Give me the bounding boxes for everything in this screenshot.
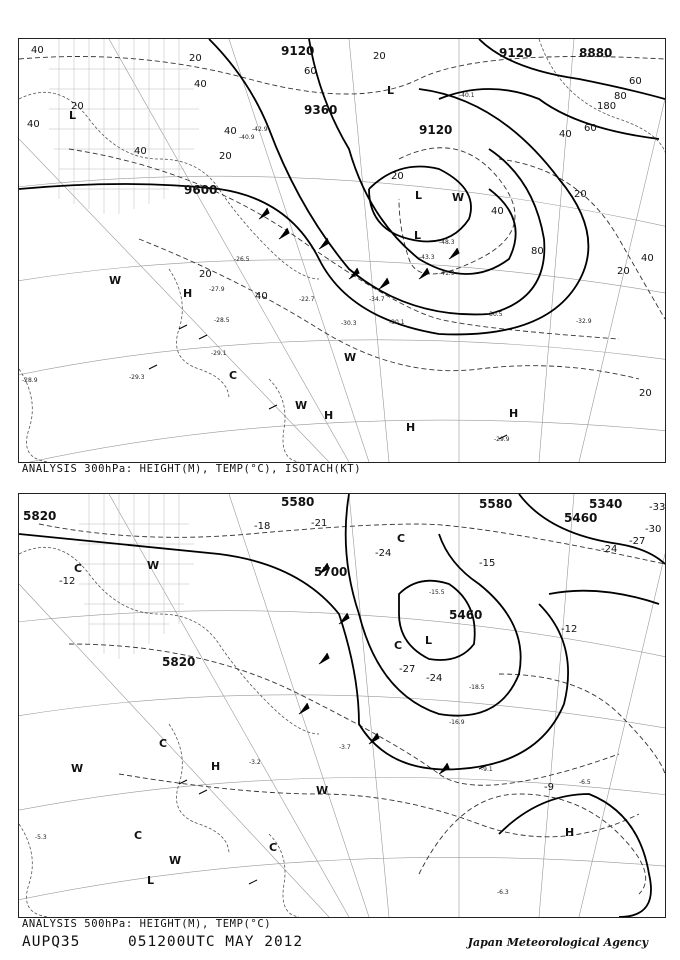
low-center: L bbox=[425, 634, 433, 647]
temperature-label: -18.5 bbox=[469, 684, 485, 691]
temperature-label: -30.5 bbox=[487, 311, 503, 318]
low-center: L bbox=[414, 229, 422, 242]
temperature-label: -27 bbox=[629, 536, 646, 547]
temperature-label: -32.9 bbox=[576, 318, 592, 325]
isotach-label: 40 bbox=[31, 45, 44, 56]
height-contours bbox=[19, 39, 665, 334]
wind-barbs bbox=[179, 563, 487, 884]
caption-500hpa: ANALYSIS 500hPa: HEIGHT(M), TEMP(°C) bbox=[22, 918, 272, 930]
isotach-label: 20 bbox=[373, 51, 386, 62]
cold-center: C bbox=[229, 369, 238, 382]
isotach-label: 80 bbox=[614, 91, 627, 102]
temperature-label: -6.3 bbox=[497, 889, 509, 896]
height-label: 9600 bbox=[184, 183, 218, 197]
temperature-label: -29.9 bbox=[494, 436, 510, 443]
temperature-label: -41.9 bbox=[439, 270, 455, 277]
temperature-label: -6.5 bbox=[579, 779, 591, 786]
temperature-label: -24 bbox=[375, 548, 392, 559]
cold-center: C bbox=[159, 737, 168, 750]
temperature-label: -16.9 bbox=[449, 719, 465, 726]
height-contours bbox=[19, 494, 665, 917]
coastline bbox=[19, 39, 665, 462]
isotach-label: 60 bbox=[584, 123, 597, 134]
low-center: L bbox=[415, 189, 423, 202]
temperature-label: -34.7 bbox=[369, 296, 385, 303]
temperature-label: -28.5 bbox=[214, 317, 230, 324]
temperature-label: -33 bbox=[649, 502, 665, 513]
map-300hpa bbox=[19, 39, 665, 462]
temperature-label: -12 bbox=[59, 576, 76, 587]
temperature-label: -9.1 bbox=[481, 766, 493, 773]
latlon-grid bbox=[19, 39, 665, 462]
temperature-label: -42.9 bbox=[252, 126, 268, 133]
temperature-label: -24 bbox=[601, 544, 618, 555]
low-center: L bbox=[69, 109, 77, 122]
height-label: 9360 bbox=[304, 103, 338, 117]
isotach-label: 40 bbox=[641, 253, 654, 264]
cold-center: C bbox=[397, 532, 406, 545]
temperature-label: -30.1 bbox=[389, 319, 405, 326]
product-id: AUPQ35 bbox=[22, 934, 81, 950]
high-center: H bbox=[211, 760, 221, 773]
temperature-label: -5.3 bbox=[35, 834, 47, 841]
isotach-lines bbox=[19, 57, 665, 380]
agency-name: Japan Meteorological Agency bbox=[467, 936, 648, 949]
temperature-label: -27 bbox=[399, 664, 416, 675]
temperature-label: -26.5 bbox=[234, 256, 250, 263]
isotach-label: 40 bbox=[559, 129, 572, 140]
height-label: 5460 bbox=[449, 608, 483, 622]
high-center: H bbox=[509, 407, 519, 420]
height-label: 9120 bbox=[281, 44, 315, 58]
temperature-label: -22.7 bbox=[299, 296, 315, 303]
isotach-label: 20 bbox=[219, 151, 232, 162]
warm-center: W bbox=[452, 191, 465, 204]
high-center: H bbox=[565, 826, 575, 839]
temperature-label: -40.9 bbox=[239, 134, 255, 141]
isotach-label: 20 bbox=[617, 266, 630, 277]
isotach-label: 40 bbox=[491, 206, 504, 217]
high-center: H bbox=[406, 421, 416, 434]
valid-time: 051200UTC MAY 2012 bbox=[128, 934, 304, 950]
isotach-label: 20 bbox=[71, 101, 84, 112]
warm-center: W bbox=[71, 762, 84, 775]
warm-center: W bbox=[344, 351, 357, 364]
chart-300hpa bbox=[18, 38, 666, 463]
temperature-label: -40.1 bbox=[459, 92, 475, 99]
latlon-grid bbox=[19, 494, 665, 917]
cold-center: C bbox=[134, 829, 143, 842]
isotach-label: 40 bbox=[224, 126, 237, 137]
temperature-label: -3.2 bbox=[249, 759, 261, 766]
map-500hpa bbox=[19, 494, 665, 917]
low-center: L bbox=[147, 874, 155, 887]
isotach-label: 80 bbox=[531, 246, 544, 257]
height-label: 9120 bbox=[419, 123, 453, 137]
temperature-label: -29.3 bbox=[129, 374, 145, 381]
temperature-label: -27.9 bbox=[209, 286, 225, 293]
temperature-label: -29.1 bbox=[211, 350, 227, 357]
temperature-label: -30 bbox=[645, 524, 662, 535]
cold-center: C bbox=[74, 562, 83, 575]
temperature-label: -15 bbox=[479, 558, 496, 569]
chart-500hpa bbox=[18, 493, 666, 918]
height-label: 5700 bbox=[314, 565, 348, 579]
isotach-label: 40 bbox=[255, 291, 268, 302]
isotach-label: 20 bbox=[199, 269, 212, 280]
isotach-label: 180 bbox=[597, 101, 617, 112]
isotach-label: 20 bbox=[391, 171, 404, 182]
cold-center: C bbox=[269, 841, 278, 854]
low-center: L bbox=[387, 84, 395, 97]
isotach-label: 60 bbox=[629, 76, 642, 87]
temperature-label: -24 bbox=[426, 673, 443, 684]
caption-300hpa: ANALYSIS 300hPa: HEIGHT(M), TEMP(°C), ISOTACH(KT) bbox=[22, 463, 362, 475]
warm-center: W bbox=[109, 274, 122, 287]
temperature-label: -12 bbox=[561, 624, 578, 635]
temperature-label: -28.9 bbox=[22, 377, 38, 384]
height-label: 9120 bbox=[499, 46, 533, 60]
isotach-label: 40 bbox=[27, 119, 40, 130]
warm-center: W bbox=[147, 559, 160, 572]
isotach-label: 20 bbox=[574, 189, 587, 200]
temperature-label: -3.7 bbox=[339, 744, 351, 751]
temperature-label: -18 bbox=[254, 521, 271, 532]
high-center: H bbox=[324, 409, 334, 422]
temperature-label: -21 bbox=[311, 518, 328, 529]
height-label: 5460 bbox=[564, 511, 598, 525]
isotach-label: 40 bbox=[194, 79, 207, 90]
height-label: 5340 bbox=[589, 497, 623, 511]
height-label: 5820 bbox=[162, 655, 196, 669]
isotach-label: 60 bbox=[304, 66, 317, 77]
cold-center: C bbox=[394, 639, 403, 652]
hatched-region bbox=[79, 494, 194, 659]
isotach-label: 20 bbox=[639, 388, 652, 399]
height-label: 5820 bbox=[23, 509, 57, 523]
warm-center: W bbox=[295, 399, 308, 412]
warm-center: W bbox=[169, 854, 182, 867]
warm-center: W bbox=[316, 784, 329, 797]
temperature-label: -9 bbox=[544, 782, 554, 793]
height-label: 8880 bbox=[579, 46, 613, 60]
high-center: H bbox=[183, 287, 193, 300]
height-label: 5580 bbox=[281, 495, 315, 509]
temperature-label: -30.3 bbox=[341, 320, 357, 327]
isotach-label: 40 bbox=[134, 146, 147, 157]
temperature-label: -15.5 bbox=[429, 589, 445, 596]
height-label: 5580 bbox=[479, 497, 513, 511]
temperature-label: -48.3 bbox=[439, 239, 455, 246]
isotach-label: 20 bbox=[189, 53, 202, 64]
temperature-label: -43.3 bbox=[419, 254, 435, 261]
